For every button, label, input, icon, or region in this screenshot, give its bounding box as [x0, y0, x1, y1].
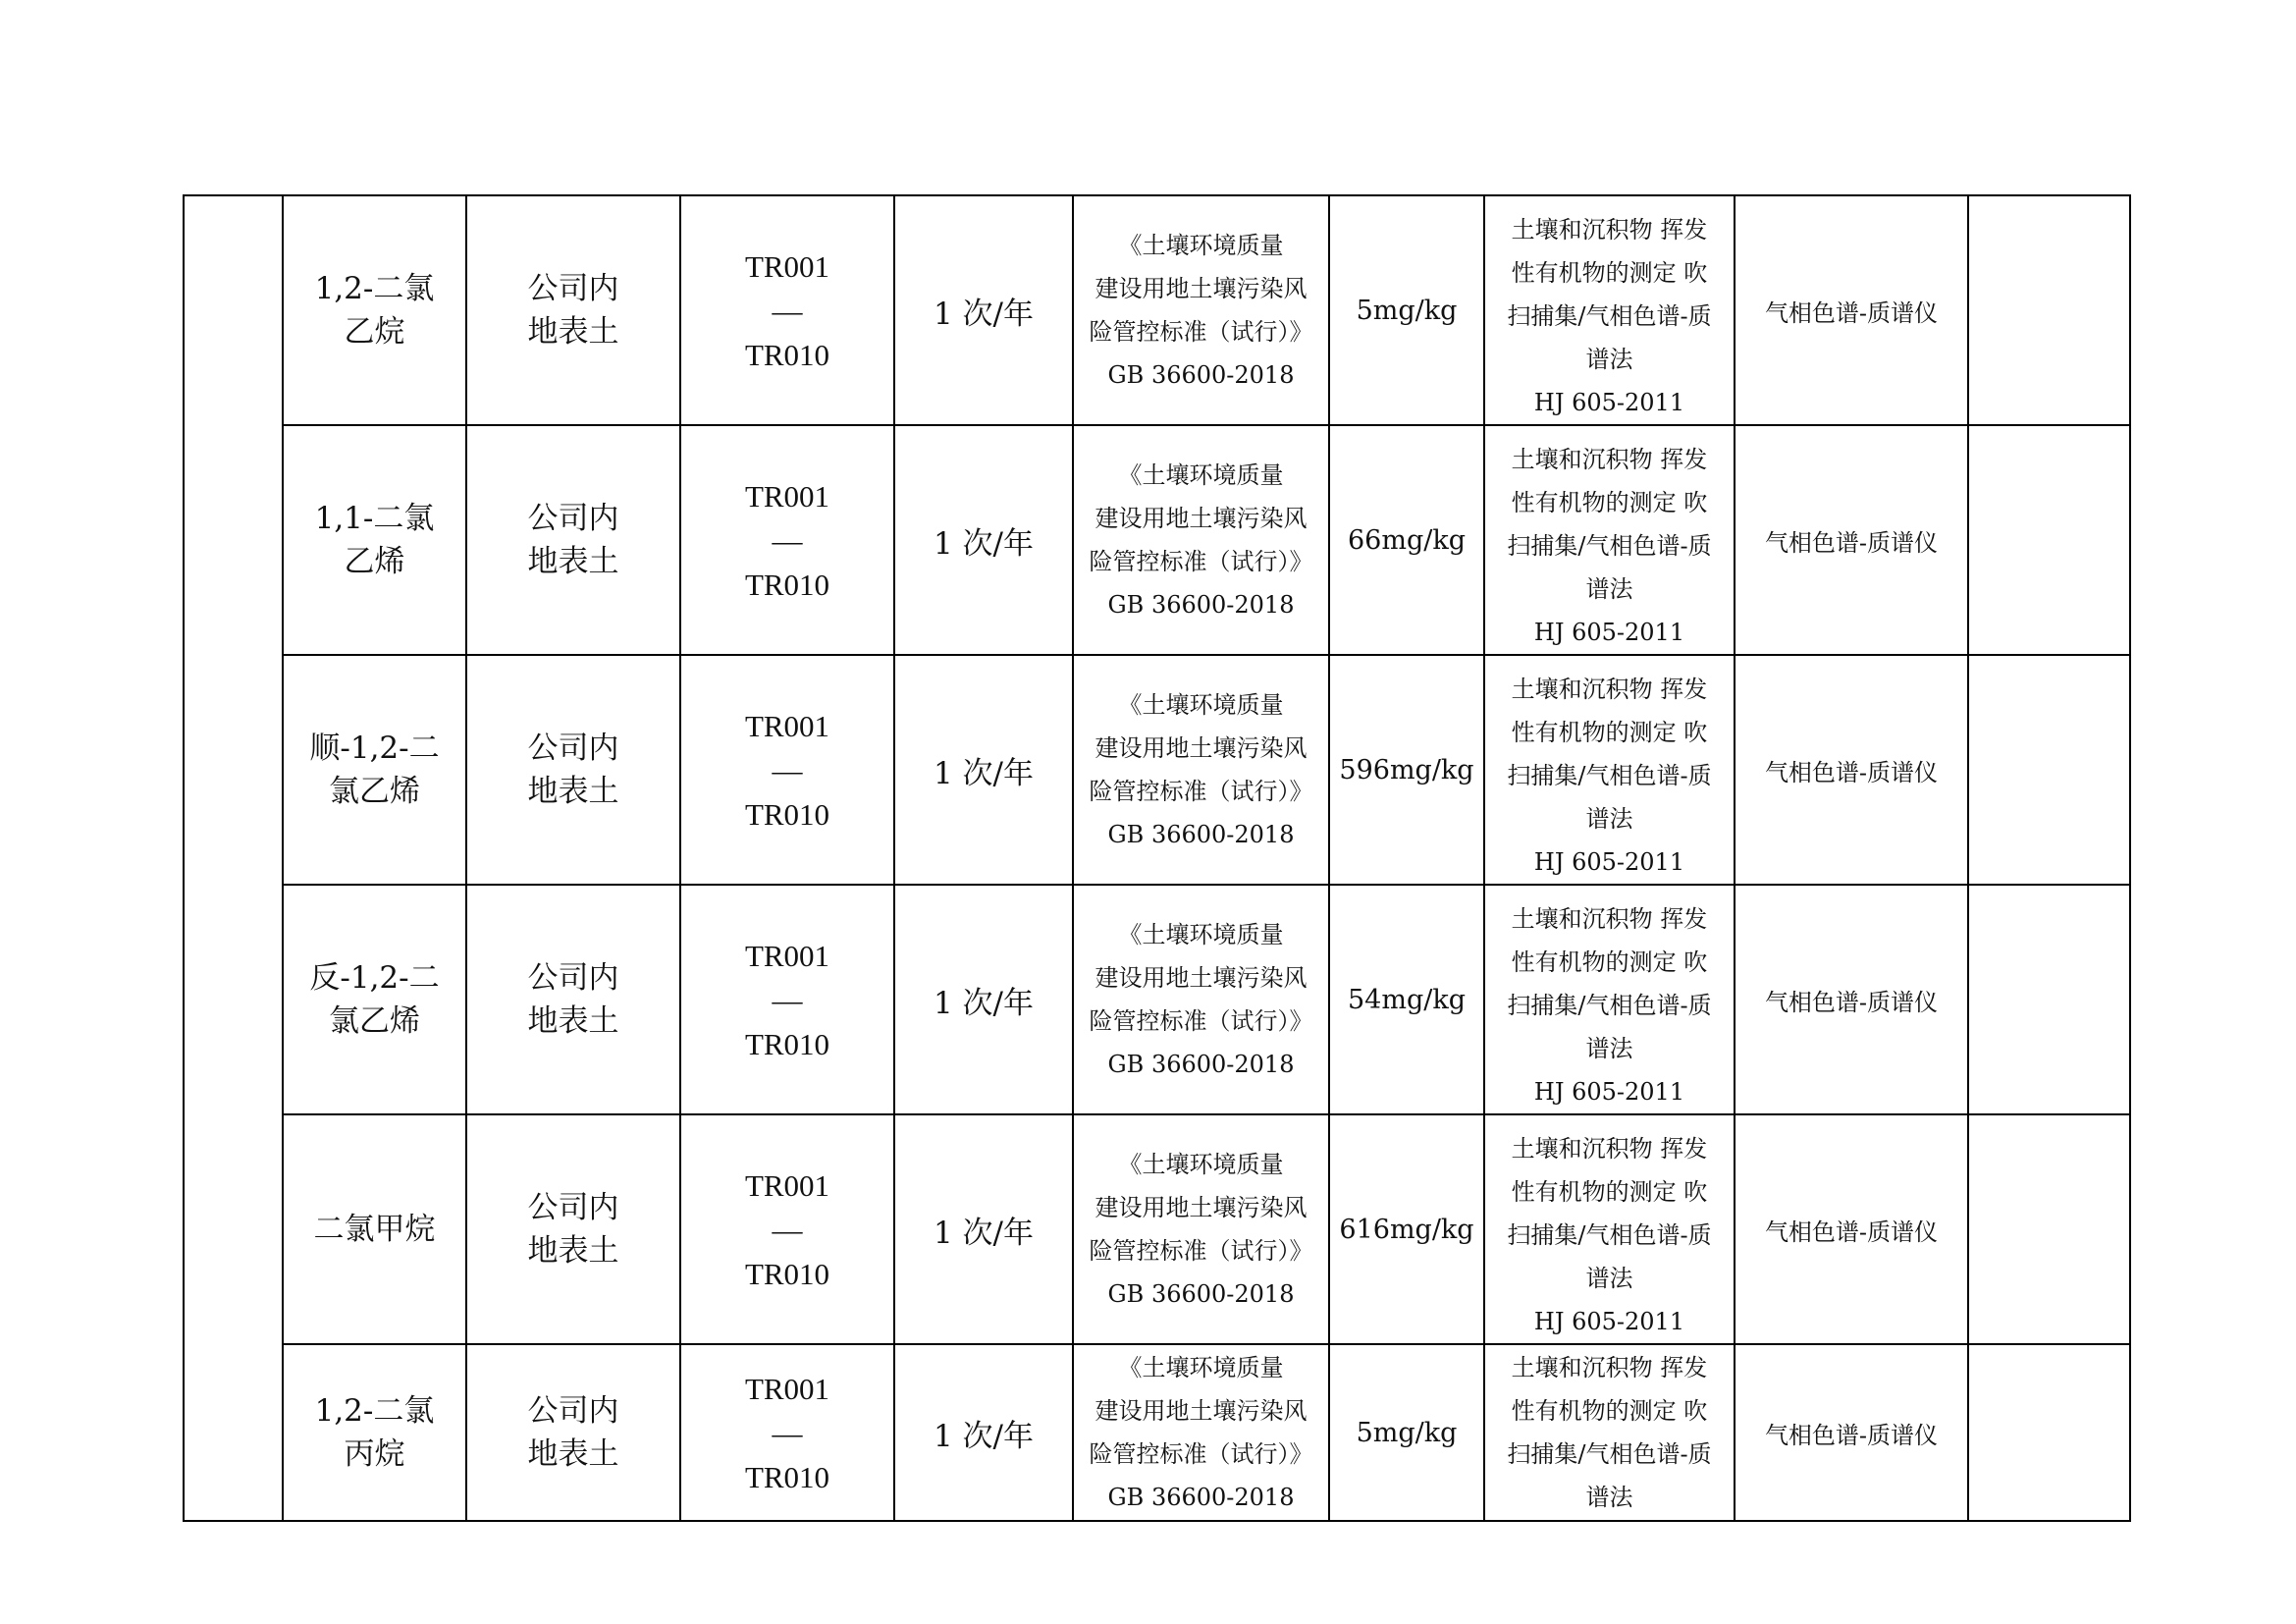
standard-line: 险管控标准（试行）》 [1089, 1237, 1313, 1265]
method-line: 谱法 [1585, 575, 1633, 603]
method-cell [1484, 1114, 1735, 1344]
location-cell [466, 655, 680, 885]
standard-line: 《土壤环境质量 [1118, 921, 1284, 948]
monitoring-table [183, 194, 2131, 1522]
standard-line: GB 36600-2018 [1107, 361, 1295, 389]
frequency-cell: 1 次/年 [894, 655, 1073, 885]
item-line: 乙烷 [344, 314, 405, 350]
method-line: 土壤和沉积物 挥发 [1511, 216, 1708, 244]
location-line: 公司内 [527, 960, 619, 996]
method-line: 扫捕集/气相色谱-质 [1507, 1440, 1712, 1468]
location-cell [466, 885, 680, 1114]
location-line: 地表土 [527, 1233, 619, 1269]
method-line: 扫捕集/气相色谱-质 [1507, 992, 1712, 1019]
location-line: 地表土 [527, 544, 619, 579]
item-line: 氯乙烯 [329, 774, 420, 809]
method-line: 谱法 [1585, 1035, 1633, 1062]
remark-cell [1968, 885, 2130, 1114]
limit-cell: 54mg/kg [1329, 885, 1484, 1114]
frequency-cell: 1 次/年 [894, 1114, 1073, 1344]
points-line: — [772, 982, 803, 1017]
method-line: 性有机物的测定 吹 [1511, 1397, 1708, 1425]
standard-cell [1073, 885, 1329, 1114]
method-line: 土壤和沉积物 挥发 [1511, 1135, 1708, 1163]
standard-line: 建设用地土壤污染风 [1095, 1194, 1308, 1221]
location-cell [466, 1114, 680, 1344]
method-cell [1484, 425, 1735, 655]
method-line: 性有机物的测定 吹 [1511, 948, 1708, 976]
item-line: 乙烯 [344, 544, 405, 579]
method-line: 土壤和沉积物 挥发 [1511, 905, 1708, 933]
frequency-cell: 1 次/年 [894, 195, 1073, 425]
standard-line: 《土壤环境质量 [1118, 691, 1284, 719]
standard-cell [1073, 1344, 1329, 1521]
table-row [184, 425, 2130, 655]
method-line: 性有机物的测定 吹 [1511, 259, 1708, 287]
method-cell [1484, 885, 1735, 1114]
method-line: 土壤和沉积物 挥发 [1511, 446, 1708, 473]
standard-line: GB 36600-2018 [1107, 1051, 1295, 1078]
points-line: TR010 [744, 796, 830, 832]
points-line: TR010 [744, 1459, 830, 1494]
frequency-cell: 1 次/年 [894, 885, 1073, 1114]
standard-line: 建设用地土壤污染风 [1095, 964, 1308, 992]
method-line: 性有机物的测定 吹 [1511, 719, 1708, 746]
points-cell [680, 1344, 894, 1521]
item-line: 反-1,2-二 [309, 960, 440, 996]
limit-cell: 66mg/kg [1329, 425, 1484, 655]
location-line: 地表土 [527, 1436, 619, 1472]
item-line: 氯乙烯 [329, 1003, 420, 1039]
remark-cell [1968, 195, 2130, 425]
location-line: 地表土 [527, 1003, 619, 1039]
method-line: 扫捕集/气相色谱-质 [1507, 1221, 1712, 1249]
standard-line: GB 36600-2018 [1107, 1280, 1295, 1308]
item-cell [283, 195, 466, 425]
location-line: 公司内 [527, 1393, 619, 1429]
location-cell [466, 195, 680, 425]
standard-cell [1073, 1114, 1329, 1344]
points-cell [680, 425, 894, 655]
points-line: — [772, 1212, 803, 1247]
points-line: — [772, 293, 803, 328]
standard-line: 险管控标准（试行）》 [1089, 318, 1313, 346]
points-line: TR010 [744, 1256, 830, 1291]
item-line: 1,1-二氯 [314, 501, 435, 536]
standard-cell [1073, 655, 1329, 885]
item-cell [283, 655, 466, 885]
points-line: TR010 [744, 1026, 830, 1061]
item-line: 顺-1,2-二 [309, 731, 440, 766]
limit-cell: 5mg/kg [1329, 195, 1484, 425]
points-line: TR010 [744, 337, 830, 372]
remark-cell [1968, 1114, 2130, 1344]
location-line: 地表土 [527, 314, 619, 350]
method-line: 谱法 [1585, 805, 1633, 833]
method-line: 扫捕集/气相色谱-质 [1507, 302, 1712, 330]
location-line: 公司内 [527, 1190, 619, 1225]
method-line: 土壤和沉积物 挥发 [1511, 1354, 1708, 1381]
remark-cell [1968, 1344, 2130, 1521]
method-line: 性有机物的测定 吹 [1511, 1178, 1708, 1206]
standard-line: 《土壤环境质量 [1118, 232, 1284, 259]
table-body [184, 195, 2130, 1521]
points-line: TR001 [744, 708, 830, 743]
standard-line: 险管控标准（试行）》 [1089, 1440, 1313, 1468]
points-cell [680, 1114, 894, 1344]
item-cell [283, 425, 466, 655]
method-line: HJ 605-2011 [1533, 389, 1685, 416]
instrument-cell: 气相色谱-质谱仪 [1735, 885, 1968, 1114]
method-cell [1484, 655, 1735, 885]
points-cell [680, 195, 894, 425]
points-line: TR001 [744, 248, 830, 284]
table-row [184, 1344, 2130, 1521]
method-cell [1484, 1344, 1735, 1521]
standard-cell [1073, 425, 1329, 655]
item-line: 1,2-二氯 [314, 1393, 435, 1429]
method-line: 谱法 [1585, 1484, 1633, 1511]
points-line: — [772, 752, 803, 787]
instrument-cell: 气相色谱-质谱仪 [1735, 655, 1968, 885]
table-row [184, 195, 2130, 425]
points-line: — [772, 522, 803, 558]
standard-line: GB 36600-2018 [1107, 1484, 1295, 1511]
points-line: TR001 [744, 478, 830, 514]
instrument-cell: 气相色谱-质谱仪 [1735, 1114, 1968, 1344]
points-cell [680, 885, 894, 1114]
location-line: 公司内 [527, 731, 619, 766]
table-row [184, 655, 2130, 885]
remark-cell [1968, 425, 2130, 655]
table-row [184, 885, 2130, 1114]
points-line: TR001 [744, 1167, 830, 1203]
table-row [184, 1114, 2130, 1344]
instrument-cell: 气相色谱-质谱仪 [1735, 425, 1968, 655]
points-line: TR001 [744, 938, 830, 973]
standard-line: 建设用地土壤污染风 [1095, 275, 1308, 302]
item-cell [283, 1114, 466, 1344]
location-line: 公司内 [527, 501, 619, 536]
method-line: HJ 605-2011 [1533, 1078, 1685, 1106]
item-line: 丙烷 [344, 1436, 405, 1472]
standard-line: 《土壤环境质量 [1118, 461, 1284, 489]
limit-cell: 616mg/kg [1329, 1114, 1484, 1344]
item-cell [283, 885, 466, 1114]
method-line: 扫捕集/气相色谱-质 [1507, 762, 1712, 789]
standard-line: GB 36600-2018 [1107, 821, 1295, 848]
standard-line: 《土壤环境质量 [1118, 1151, 1284, 1178]
remark-cell [1968, 655, 2130, 885]
category-cell [184, 195, 283, 1521]
standard-line: 险管控标准（试行）》 [1089, 1007, 1313, 1035]
standard-cell [1073, 195, 1329, 425]
standard-line: 《土壤环境质量 [1118, 1354, 1284, 1381]
method-line: HJ 605-2011 [1533, 848, 1685, 876]
location-cell [466, 425, 680, 655]
item-cell [283, 1344, 466, 1521]
method-line: 谱法 [1585, 1265, 1633, 1292]
points-line: — [772, 1415, 803, 1450]
location-line: 公司内 [527, 271, 619, 306]
method-line: 扫捕集/气相色谱-质 [1507, 532, 1712, 560]
method-line: 谱法 [1585, 346, 1633, 373]
standard-line: GB 36600-2018 [1107, 591, 1295, 619]
standard-line: 建设用地土壤污染风 [1095, 505, 1308, 532]
item-line: 二氯甲烷 [313, 1212, 436, 1247]
method-line: 土壤和沉积物 挥发 [1511, 676, 1708, 703]
standard-line: 建设用地土壤污染风 [1095, 1397, 1308, 1425]
frequency-cell: 1 次/年 [894, 425, 1073, 655]
item-line: 1,2-二氯 [314, 271, 435, 306]
points-line: TR001 [744, 1371, 830, 1406]
points-cell [680, 655, 894, 885]
points-line: TR010 [744, 567, 830, 602]
standard-line: 建设用地土壤污染风 [1095, 734, 1308, 762]
limit-cell: 596mg/kg [1329, 655, 1484, 885]
instrument-cell: 气相色谱-质谱仪 [1735, 1344, 1968, 1521]
limit-cell: 5mg/kg [1329, 1344, 1484, 1521]
method-cell [1484, 195, 1735, 425]
method-line: 性有机物的测定 吹 [1511, 489, 1708, 516]
frequency-cell: 1 次/年 [894, 1344, 1073, 1521]
standard-line: 险管控标准（试行）》 [1089, 778, 1313, 805]
location-line: 地表土 [527, 774, 619, 809]
method-line: HJ 605-2011 [1533, 619, 1685, 646]
location-cell [466, 1344, 680, 1521]
instrument-cell: 气相色谱-质谱仪 [1735, 195, 1968, 425]
method-line: HJ 605-2011 [1533, 1308, 1685, 1335]
standard-line: 险管控标准（试行）》 [1089, 548, 1313, 575]
